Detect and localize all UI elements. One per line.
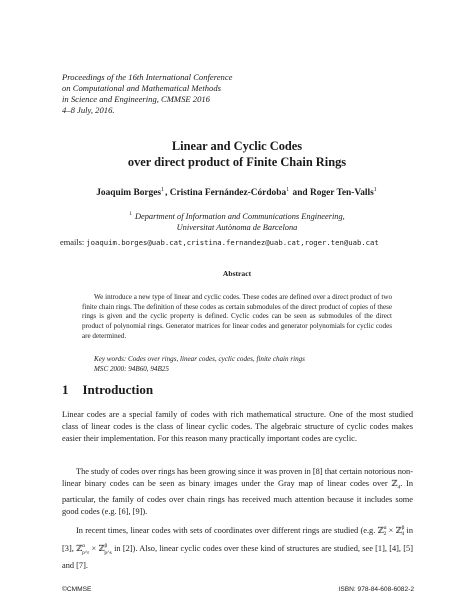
keywords-block: [94, 355, 305, 374]
title-line: Linear and Cyclic Codes: [171, 139, 303, 153]
paragraph: In recent times, linear codes with sets of coordinates over different rings are studied (e.g. ℤ$^\alpha_2$ × ℤ$^\beta_4$ in [3], ℤ$^\alpha_{p\^{}r}$ × ℤ$^\beta_{p\^{}s}$ in [2]). Also, linear cyclic codes over these kind of structures are studied, see [1], [4], [5] and [7].: [62, 525, 413, 570]
proceedings-line: on Computational and Mathematical Methods: [62, 83, 221, 93]
author-name: Joaquim Borges: [96, 188, 162, 199]
emails: emails: joaquim.borges@uab.cat,cristina.fernandez@uab.cat,roger.ten@uab.cat: [60, 238, 379, 247]
author-affil-mark: 1: [373, 187, 377, 193]
author-conjunction: and: [292, 188, 308, 199]
title-line: over direct product of Finite Chain Rings: [127, 155, 347, 169]
proceedings-line: 4–8 July, 2016.: [62, 105, 115, 115]
abstract-heading: Abstract: [222, 269, 252, 278]
author-affil-mark: 1: [161, 187, 165, 193]
proceedings-line: Proceedings of the 16th International Conference: [62, 72, 233, 82]
affil-mark: 1: [129, 211, 132, 217]
author-name: Roger Ten-Valls: [309, 188, 374, 199]
keywords: Key words: Codes over rings, linear codes, cyclic codes, finite chain rings: [94, 355, 305, 363]
email-address[interactable]: joaquim.borges@uab.cat: [86, 238, 183, 247]
proceedings-header: [62, 72, 402, 116]
section-title: Introduction: [82, 382, 154, 397]
paper-title: [0, 138, 474, 170]
affiliation-line: Universitat Autònoma de Barcelona: [176, 223, 298, 233]
paragraph: Linear codes are a special family of codes with rich mathematical structure. One of the most studied class of linear codes is the class of linear cyclic codes. The algebraic structure of cyclic codes makes easier their implementation. For this reason many practically important codes are cyclic.: [62, 410, 413, 443]
abstract-text: We introduce a new type of linear and cyclic codes. These codes are defined over a direct product of two finite chain rings. The definition of these codes as certain submodules of the direct product of copies of these rings is given and the cyclic property is defined. Cyclic codes can be seen as submodules of the direct product of polynomial rings. Generator matrices for linear codes and generator polynomials for cyclic codes are determined.: [82, 293, 392, 340]
email-address[interactable]: cristina.fernandez@uab.cat: [186, 238, 301, 247]
paragraph: The study of codes over rings has been growing since it was proven in [8] that certain notorious non-linear binary codes can be seen as binary images under the Gray map of linear codes over ℤ$_4$. In particular, the family of codes over chain rings has received much attention because it includes some good codes (e.g. [6], [9]).: [62, 467, 413, 517]
email-address[interactable]: roger.ten@uab.cat: [304, 238, 379, 247]
proceedings-line: in Science and Engineering, CMMSE 2016: [62, 94, 210, 104]
author-list: Joaquim Borges$^1$, Cristina Fernández-Córdoba$^1$ and Roger Ten-Valls$^1$: [96, 187, 377, 199]
author-affil-mark: 1: [286, 187, 290, 193]
affiliation: [0, 209, 474, 234]
affiliation-line: Department of Information and Communications Engineering,: [134, 211, 345, 221]
section-heading: [62, 382, 153, 398]
section-number: 1: [62, 382, 69, 397]
author-name: Cristina Fernández-Córdoba: [169, 188, 287, 199]
footer-isbn: ISBN: 978-84-608-6082-2: [338, 586, 414, 593]
msc-codes: MSC 2000: 94B60, 94B25: [94, 364, 169, 373]
emails-label: emails:: [60, 238, 85, 247]
footer-copyright: ©CMMSE: [62, 586, 92, 593]
